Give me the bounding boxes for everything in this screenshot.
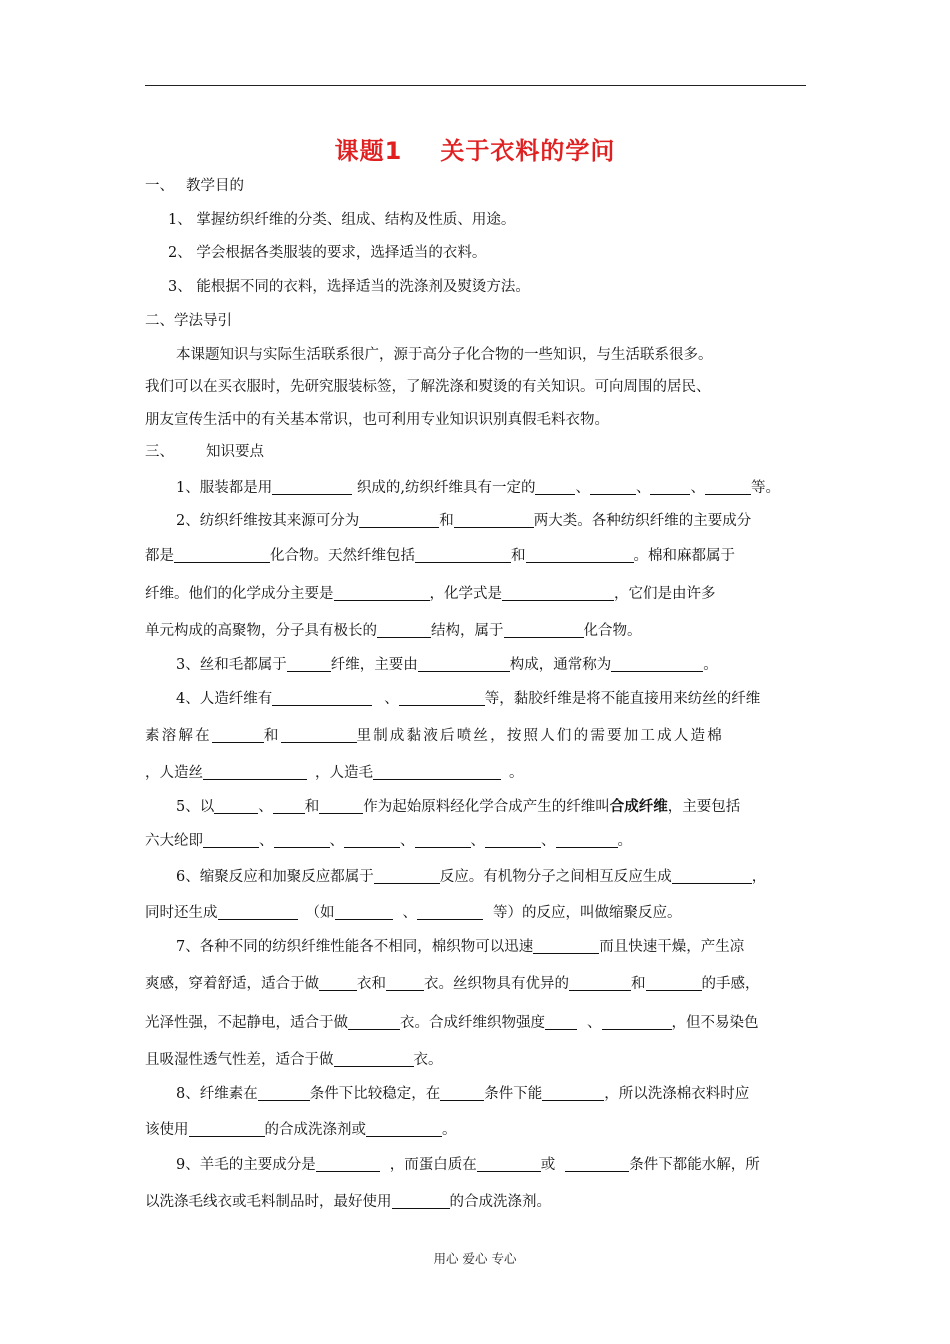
blank[interactable]	[272, 691, 372, 706]
blank[interactable]	[258, 1086, 310, 1101]
blank[interactable]	[334, 586, 430, 601]
point-4-line-3: ，人造丝 ，人造毛 。	[145, 765, 524, 781]
blank[interactable]	[542, 1086, 604, 1101]
blank[interactable]	[359, 513, 439, 528]
blank[interactable]	[485, 833, 541, 848]
blank[interactable]	[415, 833, 471, 848]
blank[interactable]	[533, 939, 599, 954]
blank[interactable]	[274, 833, 330, 848]
blank[interactable]	[611, 657, 703, 672]
point-4-line-2: 素溶解在 和 里制成黏液后喷丝，按照人们的需要加工成人造棉	[145, 728, 724, 744]
blank[interactable]	[392, 1194, 450, 1209]
blank[interactable]	[334, 1052, 414, 1067]
point-2-line-1: 2、纺织纤维按其来源可分为 和 两大类。各种纺织纤维的主要成分	[176, 513, 752, 529]
blank[interactable]	[646, 976, 702, 991]
point-5-line-1: 5、以 、 和 作为起始原料经化学合成产生的纤维叫合成纤维，主要包括	[176, 799, 741, 815]
guide-paragraph-line: 朋友宣传生活中的有关基本常识，也可利用专业知识识别真假毛料衣物。	[145, 412, 609, 428]
blank[interactable]	[415, 548, 511, 563]
goal-item: 2、 学会根据各类服装的要求，选择适当的衣料。	[168, 245, 487, 261]
guide-paragraph-line: 我们可以在买衣服时，先研究服装标签，了解洗涤和熨烫的有关知识。可向周围的居民、	[145, 379, 711, 395]
blank[interactable]	[218, 905, 298, 920]
blank[interactable]	[374, 869, 440, 884]
title-text: 关于衣料的学问	[440, 137, 616, 165]
blank[interactable]	[399, 691, 485, 706]
blank[interactable]	[590, 480, 636, 495]
blank[interactable]	[477, 1157, 541, 1172]
blank[interactable]	[377, 623, 431, 638]
blank[interactable]	[189, 1122, 265, 1137]
blank[interactable]	[526, 548, 634, 563]
blank[interactable]	[417, 905, 483, 920]
blank[interactable]	[319, 976, 357, 991]
blank[interactable]	[454, 513, 534, 528]
point-3: 3、丝和毛都属于 纤维，主要由 构成，通常称为 。	[176, 657, 718, 673]
point-6-line-1: 6、缩聚反应和加聚反应都属于 反应。有机物分子之间相互反应生成 ，	[176, 869, 767, 885]
blank[interactable]	[203, 833, 259, 848]
blank[interactable]	[287, 657, 331, 672]
blank[interactable]	[535, 480, 575, 495]
blank[interactable]	[386, 976, 424, 991]
blank[interactable]	[366, 1122, 442, 1137]
point-8-line-2: 该使用 的合成洗涤剂或 。	[145, 1122, 457, 1138]
goal-item: 3、 能根据不同的衣料，选择适当的洗涤剂及熨烫方法。	[168, 279, 530, 295]
blank[interactable]	[281, 728, 357, 743]
blank[interactable]	[174, 548, 270, 563]
blank[interactable]	[212, 728, 264, 743]
blank[interactable]	[556, 833, 618, 848]
blank[interactable]	[214, 799, 258, 814]
section-heading-goals: 一、 教学目的	[145, 178, 244, 194]
point-7-line-2: 爽感，穿着舒适，适合于做 衣和 衣。丝织物具有优异的 和 的手感，	[145, 976, 760, 992]
blank[interactable]	[565, 1157, 629, 1172]
blank[interactable]	[418, 657, 510, 672]
blank[interactable]	[319, 799, 363, 814]
point-7-line-4: 且吸湿性透气性差，适合于做 衣。	[145, 1052, 443, 1068]
point-7-line-1: 7、各种不同的纺织纤维性能各不相同，棉织物可以迅速 而且快速干燥，产生凉	[176, 939, 745, 955]
blank[interactable]	[602, 1015, 672, 1030]
page-footer: 用心 爱心 专心	[433, 1251, 517, 1266]
blank[interactable]	[348, 1015, 400, 1030]
section-heading-points: 三、 知识要点	[145, 444, 264, 460]
point-2-line-3: 纤维。他们的化学成分主要是 ，化学式是 ，它们是由许多	[145, 586, 716, 602]
blank[interactable]	[545, 1015, 577, 1030]
blank[interactable]	[672, 869, 752, 884]
point-4-line-1: 4、人造纤维有 、 等，黏胶纤维是将不能直接用来纺丝的纤维	[176, 691, 761, 707]
blank[interactable]	[705, 480, 751, 495]
section-heading-guide: 二、学法导引	[145, 313, 232, 329]
blank[interactable]	[335, 905, 393, 920]
blank[interactable]	[273, 799, 305, 814]
keyword-synthetic-fiber: 合成纤维	[609, 799, 668, 815]
blank[interactable]	[203, 765, 307, 780]
point-1: 1、服装都是用 织成的,纺织纤维具有一定的 、 、 、 等。	[176, 480, 780, 496]
goal-item: 1、 掌握纺织纤维的分类、组成、结构及性质、用途。	[168, 212, 516, 228]
blank[interactable]	[650, 480, 690, 495]
blank[interactable]	[569, 976, 631, 991]
point-9-line-1: 9、羊毛的主要成分是 ，而蛋白质在 或 条件下都能水解，所	[176, 1157, 760, 1173]
point-5-line-2: 六大纶即 、 、 、 、 、 。	[145, 833, 632, 849]
point-2-line-4: 单元构成的高聚物，分子具有极长的 结构，属于 化合物。	[145, 623, 642, 639]
title-number: 课题1	[334, 137, 403, 165]
blank[interactable]	[344, 833, 400, 848]
blank[interactable]	[502, 586, 614, 601]
blank[interactable]	[504, 623, 584, 638]
header-rule	[145, 85, 806, 86]
page-title	[0, 131, 950, 166]
blank[interactable]	[440, 1086, 484, 1101]
blank[interactable]	[316, 1157, 380, 1172]
point-2-line-2: 都是 化合物。天然纤维包括 和 。棉和麻都属于	[145, 548, 735, 564]
blank[interactable]	[272, 480, 352, 495]
guide-paragraph-line: 本课题知识与实际生活联系很广，源于高分子化合物的一些知识，与生活联系很多。	[176, 347, 713, 363]
point-9-line-2: 以洗涤毛线衣或毛料制品时，最好使用 的合成洗涤剂。	[145, 1194, 551, 1210]
blank[interactable]	[373, 765, 501, 780]
point-8-line-1: 8、纤维素在 条件下比较稳定，在 条件下能 ，所以洗涤棉衣料时应	[176, 1086, 750, 1102]
point-6-line-2: 同时还生成 （如 、 等）的反应，叫做缩聚反应。	[145, 905, 682, 921]
point-7-line-3: 光泽性强，不起静电，适合于做 衣。合成纤维织物强度 、 ，但不易染色	[145, 1015, 759, 1031]
